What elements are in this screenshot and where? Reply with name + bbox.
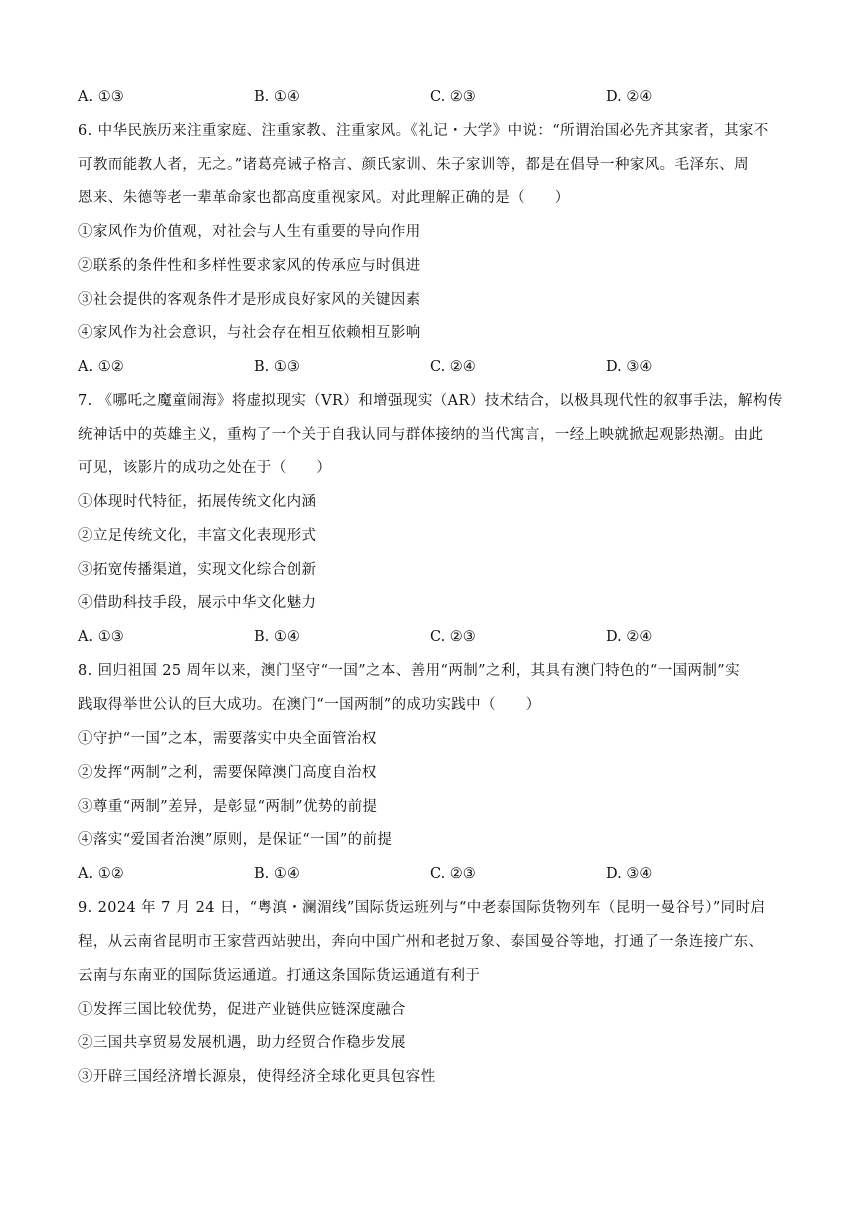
q6-item-3: ③社会提供的客观条件才是形成良好家风的关键因素	[78, 292, 421, 308]
q8-option-c: C. ②③	[430, 866, 476, 882]
q7-item-3: ③拓宽传播渠道，实现文化综合创新	[78, 562, 317, 578]
q8-item-4: ④落实“爱国者治澳”原则，是保证“一国”的前提	[78, 832, 393, 848]
q8-item-1: ①守护“一国”之本，需要落实中央全面管治权	[78, 731, 377, 747]
q8-stem-line: 8. 回归祖国 25 周年以来，澳门坚守“一国”之本、善用“两制”之利，其具有澳门特色的“一国两制”实	[78, 663, 740, 679]
q9-stem-line: 程，从云南省昆明市王家营西站驶出，奔向中国广州和老挝万象、泰国曼谷等地，打通了一条连接广东、	[78, 934, 764, 950]
q6-item-4: ④家风作为社会意识，与社会存在相互依赖相互影响	[78, 325, 421, 341]
q6-stem-line: 恩来、朱德等老一辈革命家也都高度重视家风。对此理解正确的是（ ）	[78, 190, 570, 206]
q8-stem-line: 践取得举世公认的巨大成功。在澳门“一国两制”的成功实践中（ ）	[78, 697, 541, 713]
q7-stem-line: 7. 《哪吒之魔童闹海》将虚拟现实（VR）和增强现实（AR）技术结合，以极具现代性的叙事手法，解构传	[78, 393, 783, 409]
q9-item-1: ①发挥三国比较优势，促进产业链供应链深度融合	[78, 1002, 406, 1018]
q8-option-a: A. ①②	[78, 866, 124, 882]
q7-option-a: A. ①③	[78, 629, 124, 645]
q7-stem-line: 可见，该影片的成功之处在于（ ）	[78, 460, 332, 476]
q5-option-d: D. ②④	[606, 89, 653, 105]
q7-option-d: D. ②④	[606, 629, 653, 645]
q6-option-a: A. ①②	[78, 359, 124, 375]
q5-option-b: B. ①④	[254, 89, 300, 105]
q9-item-3: ③开辟三国经济增长源泉，使得经济全球化更具包容性	[78, 1069, 436, 1085]
q7-item-2: ②立足传统文化，丰富文化表现形式	[78, 528, 317, 544]
q8-item-2: ②发挥“两制”之利，需要保障澳门高度自治权	[78, 765, 377, 781]
q8-option-d: D. ③④	[606, 866, 653, 882]
q7-option-c: C. ②③	[430, 629, 476, 645]
q8-option-b: B. ①④	[254, 866, 300, 882]
q7-option-b: B. ①④	[254, 629, 300, 645]
q6-option-c: C. ②④	[430, 359, 476, 375]
q6-item-1: ①家风作为价值观，对社会与人生有重要的导向作用	[78, 224, 421, 240]
q5-option-a: A. ①③	[78, 89, 124, 105]
q9-stem-line: 9. 2024 年 7 月 24 日，“粤滇・澜湄线”国际货运班列与“中老泰国际货物列车（昆明一曼谷号）”同时启	[78, 900, 766, 916]
q6-options	[78, 357, 788, 377]
q8-item-3: ③尊重“两制”差异，是彰显“两制”优势的前提	[78, 799, 378, 815]
q8-options	[78, 864, 788, 884]
q9-stem-line: 云南与东南亚的国际货运通道。打通这条国际货运通道有利于	[78, 968, 481, 984]
q6-item-2: ②联系的条件性和多样性要求家风的传承应与时俱进	[78, 258, 421, 274]
q6-stem-line: 可教而能教人者，无之。”诸葛亮诫子格言、颜氏家训、朱子家训等，都是在倡导一种家风。毛泽东、周	[78, 157, 750, 173]
q5-options	[78, 87, 788, 107]
q7-item-4: ④借助科技手段，展示中华文化魅力	[78, 595, 317, 611]
q6-option-d: D. ③④	[606, 359, 653, 375]
q6-stem-line: 6. 中华民族历来注重家庭、注重家教、注重家风。《礼记・大学》中说：“所谓治国必先齐其家者，其家不	[78, 123, 769, 139]
q6-option-b: B. ①③	[254, 359, 300, 375]
q5-option-c: C. ②③	[430, 89, 476, 105]
q7-item-1: ①体现时代特征，拓展传统文化内涵	[78, 494, 317, 510]
q7-options	[78, 627, 788, 647]
q9-item-2: ②三国共享贸易发展机遇，助力经贸合作稳步发展	[78, 1035, 406, 1051]
q7-stem-line: 统神话中的英雄主义，重构了一个关于自我认同与群体接纳的当代寓言，一经上映就掀起观影热潮。由此	[78, 427, 764, 443]
